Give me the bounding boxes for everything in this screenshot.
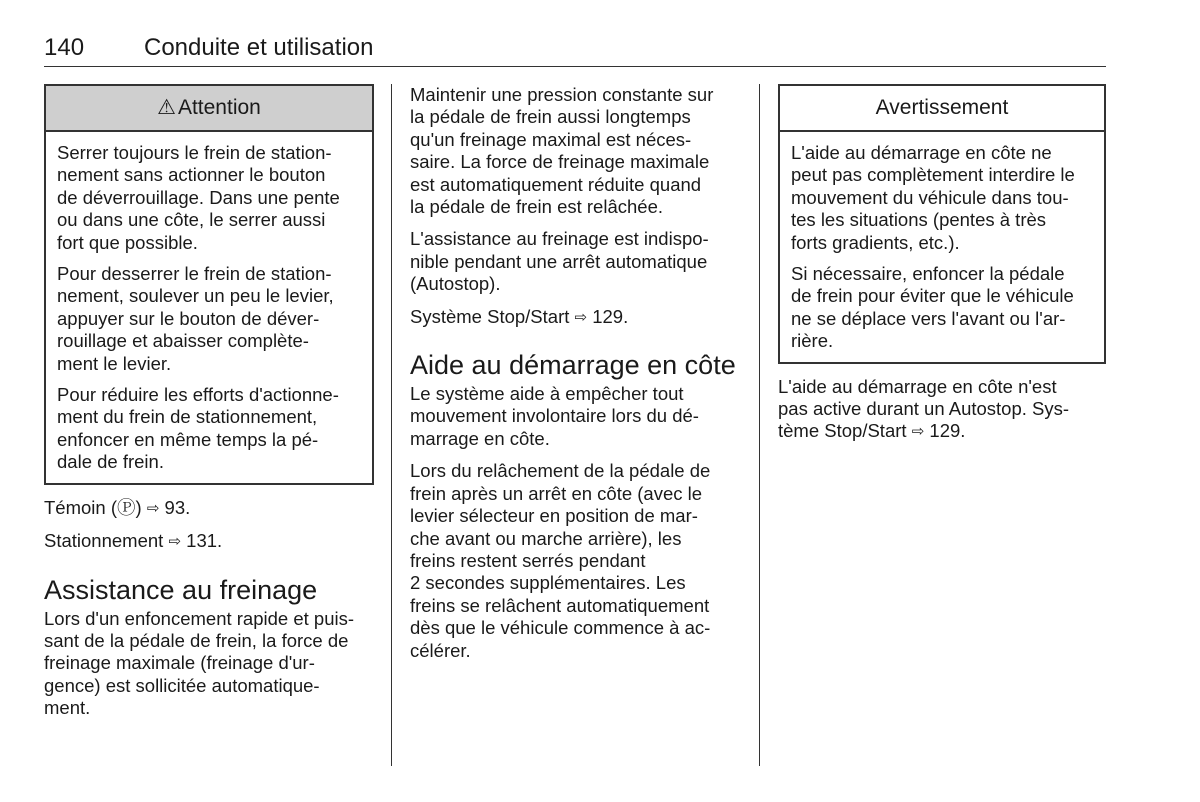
cross-reference-stationnement: Stationnement ⇨ 131. bbox=[44, 530, 374, 553]
body-paragraph: Lors d'un enfoncement rapide et puis- sant de la pédale de frein, la force de freinage maximale (freinage d'ur- gence) est sollicitée automatique- ment. bbox=[44, 607, 355, 719]
arrow-right-icon: ⇨ bbox=[168, 533, 182, 551]
parking-brake-warning-icon: (Ⓟ) bbox=[110, 496, 142, 518]
attention-title: Attention bbox=[177, 96, 261, 119]
warning-triangle-icon: ⚠ bbox=[157, 96, 176, 119]
section-heading: Assistance au freinage bbox=[44, 574, 318, 605]
warning-box-header: Avertissement bbox=[780, 86, 1104, 132]
column-divider bbox=[391, 84, 392, 766]
arrow-right-icon: ⇨ bbox=[911, 423, 925, 441]
body-paragraph: L'assistance au freinage est indispo- nible pendant une arrêt automatique (Autostop). bbox=[410, 228, 709, 295]
page-number: 140 bbox=[44, 34, 85, 61]
arrow-right-icon: ⇨ bbox=[146, 499, 160, 517]
cross-reference-temoin: Témoin (Ⓟ) ⇨ 93. bbox=[44, 497, 374, 520]
attention-paragraph: Serrer toujours le frein de station- nement sans actionner le bouton de déverrouillage. Dans une pente ou dans une côte, le serrer aussi fort que possible. bbox=[57, 142, 340, 253]
cross-reference-stop-start: Système Stop/Start ⇨ 129. bbox=[410, 306, 740, 329]
attention-box-header bbox=[46, 86, 372, 132]
body-paragraph: Le système aide à empêcher tout mouvement involontaire lors du dé- marrage en côte. bbox=[410, 383, 699, 449]
warning-box bbox=[778, 84, 1106, 364]
chapter-title: Conduite et utilisation bbox=[144, 34, 374, 61]
warning-paragraph: L'aide au démarrage en côte ne peut pas complètement interdire le mouvement du véhicule dans tou- tes les situations (pentes à très forts gradients, etc.). bbox=[791, 142, 1075, 253]
body-paragraph: Maintenir une pression constante sur la pédale de frein aussi longtemps qu'un freinage maximal est néces- saire. La force de freinage maximale est automatiquement réduite quand la pédale de frein est relâchée. bbox=[410, 84, 714, 218]
arrow-right-icon: ⇨ bbox=[574, 308, 588, 326]
column-right bbox=[778, 84, 1106, 454]
column-middle bbox=[410, 84, 740, 672]
attention-paragraph: Pour desserrer le frein de station- nement, soulever un peu le levier, appuyer sur le bouton de déver- rouillage et abaisser complète- ment le levier. bbox=[57, 263, 334, 374]
page-header bbox=[44, 34, 1106, 67]
body-paragraph: L'aide au démarrage en côte n'est pas active durant un Autostop. Sys- tème Stop/Start ⇨ 129. bbox=[778, 376, 1106, 444]
column-divider bbox=[759, 84, 760, 766]
section-heading: Aide au démarrage en côte bbox=[410, 350, 736, 381]
warning-paragraph: Si nécessaire, enfoncer la pédale de frein pour éviter que le véhicule ne se déplace vers l'avant ou l'ar- rière. bbox=[791, 263, 1074, 352]
column-left bbox=[44, 84, 374, 730]
attention-paragraph: Pour réduire les efforts d'actionne- ment du frein de stationnement, enfoncer en même temps la pé- dale de frein. bbox=[57, 384, 339, 473]
body-paragraph: Lors du relâchement de la pédale de frein après un arrêt en côte (avec le levier sélecteur en position de mar- che avant ou marche arrière), les freins restent serrés pendant 2 secondes supplémentaires. Les freins se relâchent automatiquement dès que le véhicule commence à ac- célérer. bbox=[410, 460, 711, 661]
attention-box bbox=[44, 84, 374, 485]
